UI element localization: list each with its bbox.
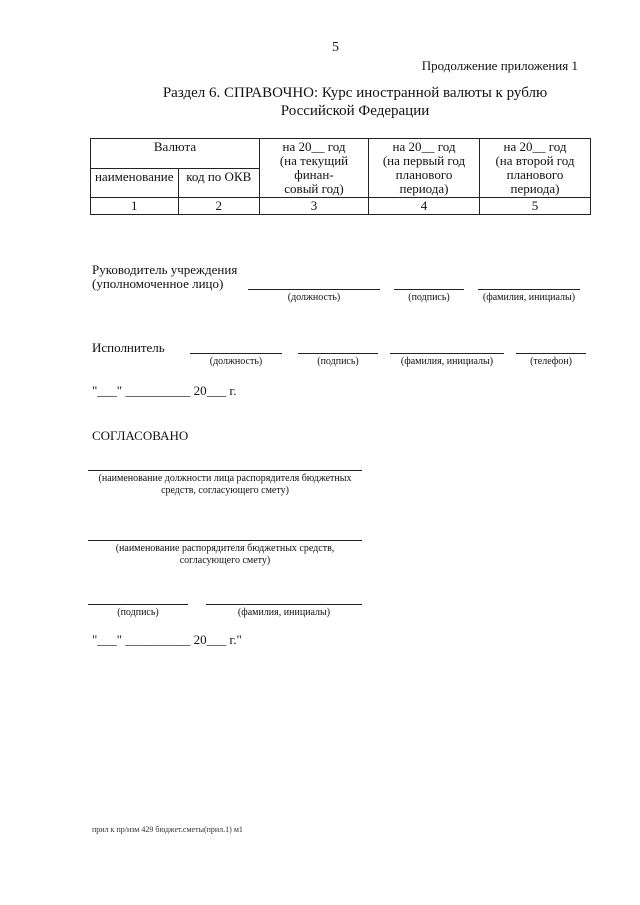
col-number-1: 1 (91, 198, 179, 215)
col-code-header: код по ОКВ (178, 168, 259, 198)
executor-position-caption: (должность) (209, 356, 263, 367)
head-label-line2: (уполномоченное лицо) (92, 276, 224, 291)
approved-label: СОГЛАСОВАНО (92, 428, 189, 443)
approver-name-line (206, 604, 362, 605)
executor-signature-caption: (подпись) (317, 356, 359, 367)
col3-header (260, 139, 369, 198)
executor-name-line (390, 353, 504, 354)
head-name-caption: (фамилия, инициалы) (482, 292, 576, 303)
approver-position-caption-line2: средств, согласующего смету) (161, 485, 289, 496)
head-signature-line (394, 289, 464, 290)
col4-line3: планового периода) (395, 167, 453, 196)
col-number-5: 5 (480, 198, 591, 215)
footer-note: прил к пр/изм 429 бюджет.сметы(прил.1) м1 (92, 825, 243, 834)
section-title-line2: Российской Федерации (280, 103, 430, 119)
distributor-caption-line2: согласующего смету) (179, 555, 271, 566)
approver-signature-line (88, 604, 188, 605)
approver-position-caption-line1: (наименование должности лица распорядителя бюджетных (98, 473, 352, 484)
currency-header: Валюта (91, 139, 260, 169)
head-signature-caption: (подпись) (408, 292, 450, 303)
date-field: "___" __________ 20___ г. (92, 383, 237, 398)
col3-line2: (на текущий финан- (279, 153, 349, 182)
continuation-label: Продолжение приложения 1 (421, 58, 578, 73)
head-position-caption: (должность) (287, 292, 341, 303)
executor-phone-caption: (телефон) (530, 356, 572, 367)
col4-line1: на 20__ год (392, 139, 456, 154)
col5-line3: планового периода) (506, 167, 564, 196)
exchange-rate-table (90, 138, 591, 215)
approver-position-line (88, 470, 362, 471)
page-number: 5 (332, 40, 339, 55)
col5-line1: на 20__ год (503, 139, 567, 154)
col-number-3: 3 (260, 198, 369, 215)
col3-line3: совый год) (284, 181, 344, 196)
distributor-caption-line1: (наименование распорядителя бюджетных средств, (115, 543, 335, 554)
executor-signature-line (298, 353, 378, 354)
executor-label: Исполнитель (92, 340, 165, 355)
head-name-line (478, 289, 580, 290)
distributor-line (88, 540, 362, 541)
approval-date-field: "___" __________ 20___ г." (92, 632, 242, 647)
approver-name-caption: (фамилия, инициалы) (237, 607, 331, 618)
col3-line1: на 20__ год (282, 139, 346, 154)
col5-line2: (на второй год (495, 153, 575, 168)
approver-signature-caption: (подпись) (117, 607, 159, 618)
col-number-2: 2 (178, 198, 259, 215)
executor-name-caption: (фамилия, инициалы) (400, 356, 494, 367)
col-name-header: наименование (91, 168, 179, 198)
executor-position-line (190, 353, 282, 354)
head-position-line (248, 289, 380, 290)
section-title (100, 84, 610, 120)
col4-line2: (на первый год (382, 153, 466, 168)
executor-phone-line (516, 353, 586, 354)
col4-header (369, 139, 480, 198)
head-label-line1: Руководитель учреждения (92, 262, 238, 277)
col5-header (480, 139, 591, 198)
col-number-4: 4 (369, 198, 480, 215)
section-title-line1: Раздел 6. СПРАВОЧНО: Курс иностранной валюты к рублю (162, 85, 548, 101)
